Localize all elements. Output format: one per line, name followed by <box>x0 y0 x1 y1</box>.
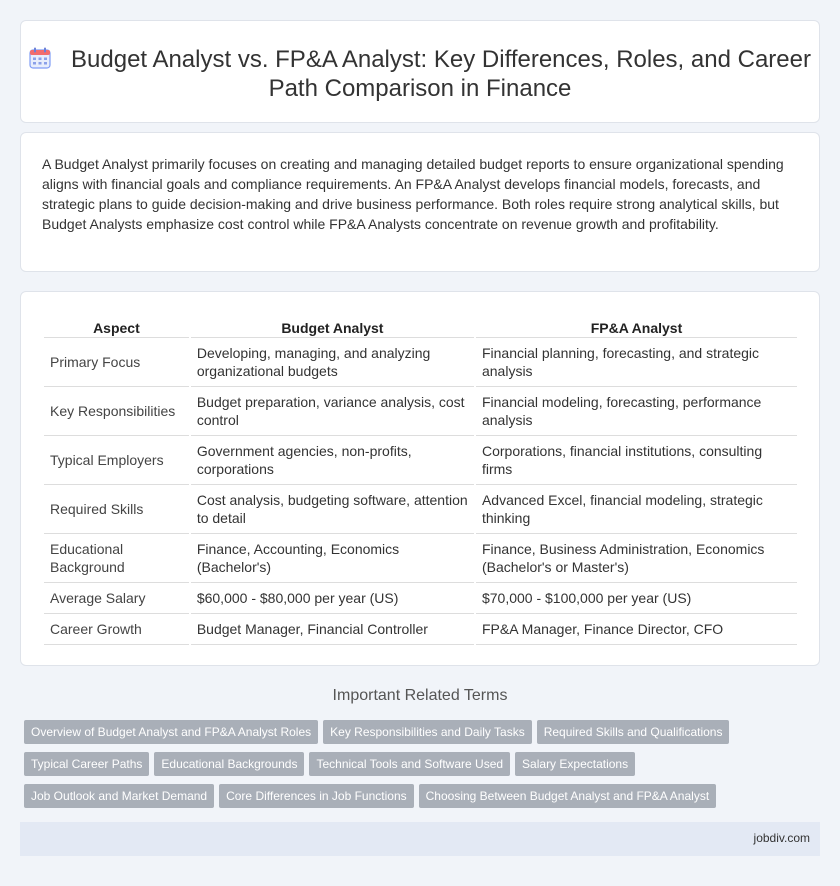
budget-analyst-cell: Finance, Accounting, Economics (Bachelor's) <box>191 534 474 583</box>
table-row <box>44 436 797 485</box>
budget-analyst-cell: Developing, managing, and analyzing organizational budgets <box>191 338 474 387</box>
page-title <box>21 45 819 103</box>
aspect-cell: Primary Focus <box>44 338 189 387</box>
intro-card <box>20 132 820 272</box>
aspect-cell: Required Skills <box>44 485 189 534</box>
fpa-analyst-cell: Finance, Business Administration, Economics (Bachelor's or Master's) <box>476 534 797 583</box>
fpa-analyst-cell: Financial modeling, forecasting, performance analysis <box>476 387 797 436</box>
header-budget-analyst: Budget Analyst <box>191 316 474 338</box>
table-row <box>44 387 797 436</box>
aspect-cell: Average Salary <box>44 583 189 614</box>
related-tag[interactable]: Key Responsibilities and Daily Tasks <box>323 720 532 744</box>
aspect-cell: Typical Employers <box>44 436 189 485</box>
fpa-analyst-cell: FP&A Manager, Finance Director, CFO <box>476 614 797 645</box>
header-aspect: Aspect <box>44 316 189 338</box>
footer-site-link[interactable]: jobdiv.com <box>753 831 810 845</box>
related-tag[interactable]: Typical Career Paths <box>24 752 149 776</box>
fpa-analyst-cell: Financial planning, forecasting, and strategic analysis <box>476 338 797 387</box>
budget-analyst-cell: Budget Manager, Financial Controller <box>191 614 474 645</box>
related-tag[interactable]: Choosing Between Budget Analyst and FP&A Analyst <box>419 784 717 808</box>
related-tag[interactable]: Technical Tools and Software Used <box>309 752 510 776</box>
table-header-row <box>44 316 797 338</box>
title-card <box>20 20 820 123</box>
aspect-cell: Key Responsibilities <box>44 387 189 436</box>
title-text: Budget Analyst vs. FP&A Analyst: Key Differences, Roles, and Career Path Comparison in Finance <box>71 46 811 102</box>
related-tag[interactable]: Educational Backgrounds <box>154 752 304 776</box>
related-terms-tags <box>24 720 824 816</box>
related-tag[interactable]: Required Skills and Qualifications <box>537 720 730 744</box>
header-fpa-analyst: FP&A Analyst <box>476 316 797 338</box>
related-tag[interactable]: Salary Expectations <box>515 752 635 776</box>
fpa-analyst-cell: $70,000 - $100,000 per year (US) <box>476 583 797 614</box>
fpa-analyst-cell: Corporations, financial institutions, consulting firms <box>476 436 797 485</box>
budget-analyst-cell: Cost analysis, budgeting software, attention to detail <box>191 485 474 534</box>
related-tag[interactable]: Overview of Budget Analyst and FP&A Analyst Roles <box>24 720 318 744</box>
comparison-table <box>42 316 799 645</box>
related-tag[interactable]: Job Outlook and Market Demand <box>24 784 214 808</box>
comparison-table-card <box>20 291 820 666</box>
table-row <box>44 614 797 645</box>
table-row <box>44 485 797 534</box>
budget-analyst-cell: $60,000 - $80,000 per year (US) <box>191 583 474 614</box>
fpa-analyst-cell: Advanced Excel, financial modeling, strategic thinking <box>476 485 797 534</box>
table-row <box>44 583 797 614</box>
footer <box>20 822 820 856</box>
intro-paragraph: A Budget Analyst primarily focuses on creating and managing detailed budget reports to ensure organizational spending aligns with financial goals and compliance requirements. An FP&A Analyst develops financial models, forecasts, and strategic plans to guide decision-making and drive business performance. Both roles require strong analytical skills, but Budget Analysts emphasize cost control while FP&A Analysts concentrate on revenue growth and profitability. <box>42 156 784 232</box>
calendar-icon <box>29 47 51 69</box>
aspect-cell: Career Growth <box>44 614 189 645</box>
budget-analyst-cell: Budget preparation, variance analysis, cost control <box>191 387 474 436</box>
budget-analyst-cell: Government agencies, non-profits, corporations <box>191 436 474 485</box>
table-row <box>44 534 797 583</box>
related-tag[interactable]: Core Differences in Job Functions <box>219 784 414 808</box>
aspect-cell: Educational Background <box>44 534 189 583</box>
related-terms-title: Important Related Terms <box>332 687 508 704</box>
table-row <box>44 338 797 387</box>
